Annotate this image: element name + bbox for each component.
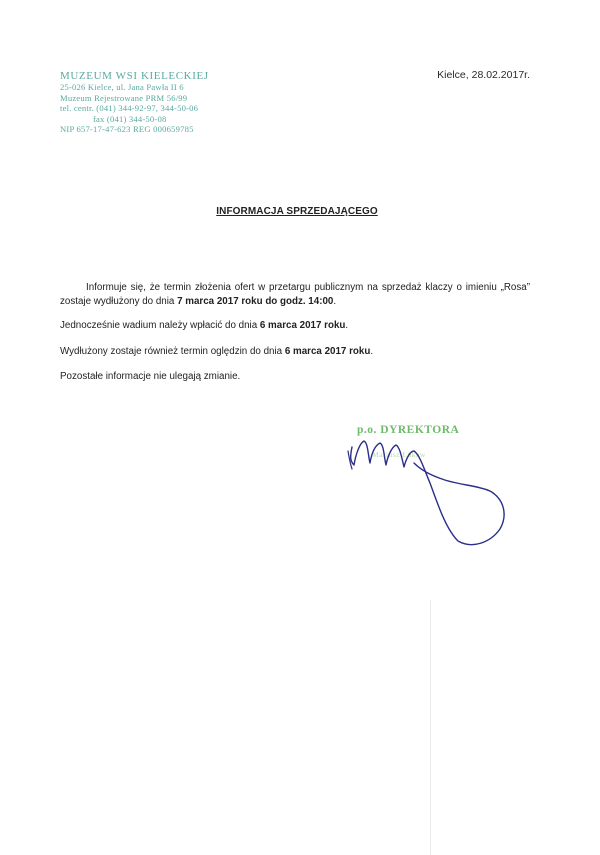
document-title-text: INFORMACJA SPRZEDAJĄCEGO bbox=[216, 206, 378, 217]
document-body bbox=[60, 281, 530, 384]
signature-stamp-title: p.o. DYREKTORA bbox=[357, 424, 460, 436]
document-date: Kielce, 28.02.2017r. bbox=[437, 69, 530, 81]
paragraph-2-text: Jednocześnie wadium należy wpłacić do dnia bbox=[60, 320, 260, 331]
stamp-line-register: Muzeum Rejestrowane PRM 56/99 bbox=[60, 92, 188, 103]
paragraph-1-deadline: 7 marca 2017 roku do godz. 14:00 bbox=[177, 295, 334, 307]
paragraph-2-end: . bbox=[345, 320, 349, 331]
paragraph-2-date: 6 marca 2017 roku bbox=[259, 320, 346, 331]
handwritten-signature bbox=[340, 425, 540, 555]
stamp-line-nip: NIP 657-17-47-623 REG 000659785 bbox=[60, 124, 194, 134]
paragraph-1-text: Informuje się, że termin złożenia ofert w przetargu publicznym na sprzedaż klaczy o imieniu „Rosa” zostaje wydłużony do dnia bbox=[60, 282, 530, 307]
signature-stamp-name: Mariusz Łukaw bbox=[372, 450, 426, 459]
stamp-line-fax: fax (041) 344-50-08 bbox=[93, 113, 167, 124]
paragraph-1-end: . bbox=[333, 295, 337, 307]
paragraph-3-date: 6 marca 2017 roku bbox=[284, 345, 371, 357]
paragraph-4: Pozostałe informacje nie ulegają zmianie. bbox=[60, 371, 241, 382]
museum-stamp bbox=[60, 70, 230, 135]
paragraph-3-end: . bbox=[370, 345, 374, 357]
document-title bbox=[0, 206, 600, 217]
paragraph-2 bbox=[60, 319, 530, 333]
stamp-line-phone: tel. centr. (041) 344-92-97, 344-50-06 bbox=[60, 103, 199, 113]
paragraph-3 bbox=[60, 345, 530, 359]
paragraph-1 bbox=[60, 281, 530, 308]
scan-edge-line bbox=[430, 600, 431, 855]
stamp-line-name: MUZEUM WSI KIELECKIEJ bbox=[60, 70, 209, 82]
paragraph-3-text: Wydłużony zostaje również termin oględzin do dnia bbox=[60, 345, 285, 357]
stamp-line-address: 25-026 Kielce, ul. Jana Pawła II 6 bbox=[60, 82, 184, 92]
